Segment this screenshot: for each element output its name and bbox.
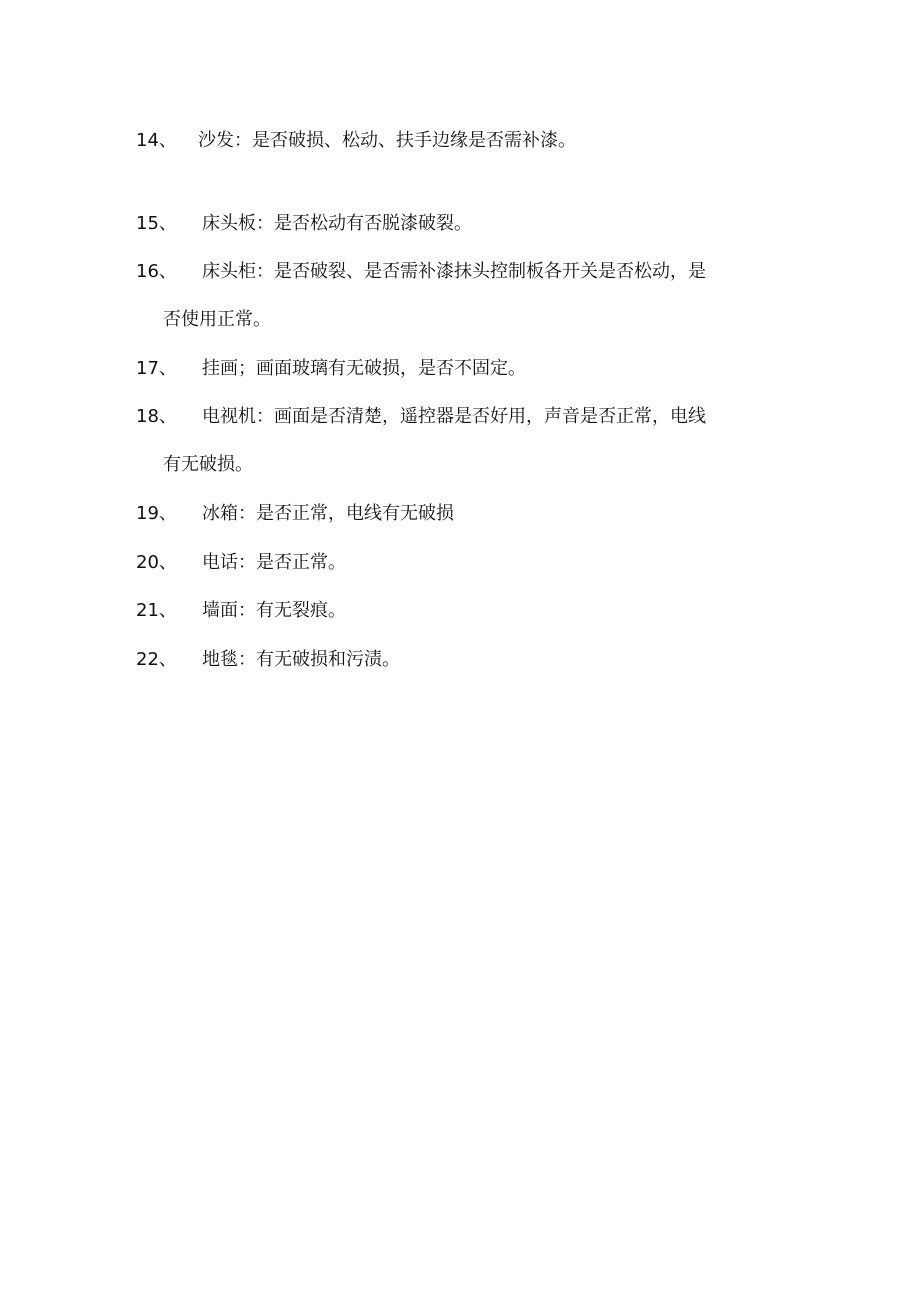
item-number: 17、 (136, 358, 177, 379)
item-text: 电话：是否正常。 (202, 552, 346, 573)
item-text: 电视机：画面是否清楚，遥控器是否好用，声音是否正常，电线 (202, 406, 706, 427)
item-text: 挂画；画面玻璃有无破损，是否不固定。 (202, 358, 526, 379)
item-number: 15、 (136, 213, 177, 234)
item-number: 18、 (136, 406, 177, 427)
item-text: 床头板：是否松动有否脱漆破裂。 (202, 213, 472, 234)
item-number: 21、 (136, 600, 177, 621)
item-text: 沙发：是否破损、松动、扶手边缘是否需补漆。 (198, 130, 576, 151)
item-text: 床头柜：是否破裂、是否需补漆抹头控制板各开关是否松动，是 (202, 261, 706, 282)
item-text: 墙面：有无裂痕。 (202, 600, 346, 621)
item-number: 19、 (136, 503, 177, 524)
item-number: 16、 (136, 261, 177, 282)
item-number: 14、 (136, 130, 177, 151)
item-number: 22、 (136, 649, 177, 670)
item-text-continued: 否使用正常。 (163, 309, 271, 330)
item-text: 地毯：有无破损和污渍。 (202, 649, 400, 670)
item-number: 20、 (136, 552, 177, 573)
item-text-continued: 有无破损。 (163, 454, 253, 475)
item-text: 冰箱：是否正常，电线有无破损 (202, 503, 454, 524)
